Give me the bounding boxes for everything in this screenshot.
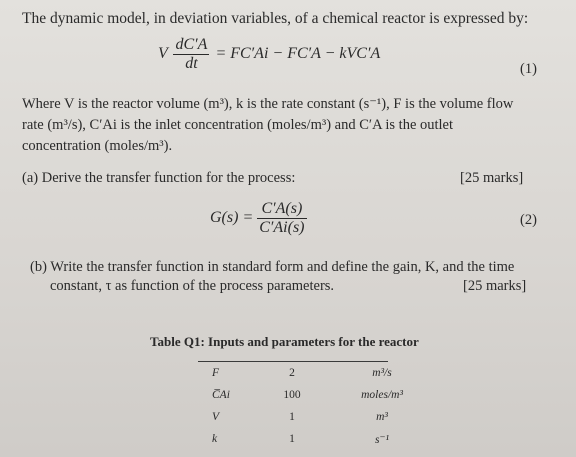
param-symbol: C̅Ai [212,389,230,401]
eq1-numerator: dC′A [175,36,208,53]
eq2-fraction [257,200,306,237]
eq1-coef: V [158,45,168,63]
eq2-denominator: C′Ai(s) [259,219,305,236]
param-value: 2 [289,367,295,379]
equation-1 [158,36,380,73]
param-unit: m³ [376,411,388,423]
part-b-marks: [25 marks] [463,278,527,294]
eq1-number: (1) [520,61,537,77]
param-symbol: k [212,433,218,445]
definitions-line-1: Where V is the reactor volume (m³), k is the rate constant (s⁻¹), F is the volume flow [22,96,514,112]
param-value: 1 [289,433,295,445]
table-row [200,384,432,406]
eq1-fraction [173,36,209,73]
param-symbol: F [212,367,220,379]
param-unit: s⁻¹ [375,434,389,446]
eq1-rhs: = FC′Ai − FC′A − kVC′A [215,45,381,63]
param-unit: m³/s [372,367,392,379]
param-unit: moles/m³ [361,389,403,401]
parameters-table [200,362,432,450]
table-caption: Table Q1: Inputs and parameters for the reactor [150,334,419,349]
definitions-paragraph [22,94,552,157]
definitions-line-2: rate (m³/s), C′Ai is the inlet concentration (moles/m³) and C′A is the outlet [22,117,454,133]
definitions-line-3: concentration (moles/m³). [22,138,173,154]
part-b-line-1: (b) Write the transfer function in standard form and define the gain, K, and the time [30,259,515,275]
equation-2 [210,200,307,237]
part-b-line-2: constant, τ as function of the process parameters. [50,278,335,294]
table-row [200,362,432,384]
table-row [200,406,432,428]
param-value: 1 [289,411,295,423]
eq2-numerator: C′A(s) [257,200,306,219]
param-value: 100 [283,389,301,401]
table-row [200,428,432,450]
intro-text: The dynamic model, in deviation variables, of a chemical reactor is expressed by: [22,10,529,27]
eq2-lhs: G(s) = [210,209,254,227]
param-symbol: V [212,411,220,423]
part-a-text: (a) Derive the transfer function for the process: [22,170,296,186]
eq2-number: (2) [520,212,537,228]
eq1-denominator: dt [185,55,198,72]
part-a-marks: [25 marks] [460,170,524,186]
